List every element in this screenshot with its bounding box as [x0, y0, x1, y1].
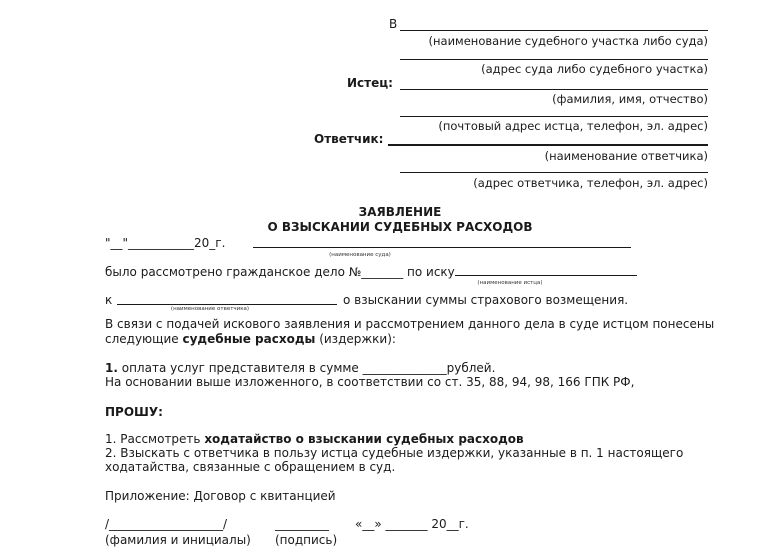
- plaintiff-name-line[interactable]: [400, 89, 708, 90]
- plaintiff-name-field-caption: (наименование истца): [477, 280, 543, 286]
- court-caption: (наименование судебного участка либо суда): [428, 34, 708, 48]
- plaintiff-name-caption: (фамилия, имя, отчество): [552, 92, 708, 106]
- defendant-name-field-caption: (наименование ответчика): [170, 306, 250, 312]
- paragraph-costs-line2: [105, 332, 396, 346]
- court-name-line[interactable]: [400, 30, 708, 31]
- attachment-text: Приложение: Договор с квитанцией: [105, 489, 336, 503]
- request-2-line1: 2. Взыскать с ответчика в пользу истца судебные издержки, указанные в п. 1 настоящего: [105, 446, 684, 460]
- defendant-name-line[interactable]: [388, 144, 708, 146]
- court-name-field-line[interactable]: [253, 247, 631, 248]
- basis-text: На основании выше изложенного, в соответствии со ст. 35, 88, 94, 98, 166 ГПК РФ,: [105, 375, 635, 389]
- defendant-address-line[interactable]: [400, 172, 708, 173]
- claim-text: о взыскании суммы страхового возмещения.: [343, 293, 629, 307]
- court-name-field-caption: (наименование суда): [329, 252, 391, 258]
- signature-date-field[interactable]: «__» _______ 20__г.: [355, 517, 469, 531]
- defendant-name-field-line[interactable]: [117, 304, 337, 305]
- plaintiff-label: Истец:: [347, 76, 393, 90]
- defendant-address-caption: (адрес ответчика, телефон, эл. адрес): [473, 176, 708, 190]
- request-1-bold: ходатайство о взыскании судебных расходов: [204, 432, 524, 446]
- document-subtitle: О ВЗЫСКАНИИ СУДЕБНЫХ РАСХОДОВ: [267, 220, 533, 234]
- court-address-caption: (адрес суда либо судебного участка): [481, 62, 708, 76]
- para-pre: следующие: [105, 332, 183, 346]
- plaintiff-name-field-line[interactable]: [455, 275, 637, 276]
- item-1-number: 1.: [105, 361, 118, 375]
- legal-costs-bold: судебные расходы: [182, 332, 316, 346]
- paragraph-costs-line1: В связи с подачей искового заявления и рассмотрением данного дела в суде истцом понесены: [105, 317, 715, 331]
- case-text: было рассмотрено гражданское дело №_______ по иску: [105, 265, 455, 279]
- to-label: В: [389, 17, 398, 31]
- item-1: [105, 361, 495, 375]
- item-1-text: оплата услуг представителя в сумме ______________рублей.: [117, 361, 496, 375]
- defendant-name-caption: (наименование ответчика): [544, 149, 708, 163]
- request-2-line2: ходатайства, связанные с обращением в суд.: [105, 460, 396, 474]
- defendant-label: Ответчик:: [314, 132, 384, 146]
- request-1: [105, 432, 524, 446]
- request-heading: ПРОШУ:: [105, 405, 163, 419]
- signature-name-field[interactable]: /___________________/: [105, 517, 228, 531]
- plaintiff-address-line[interactable]: [400, 116, 708, 117]
- court-address-line[interactable]: [400, 59, 708, 60]
- request-1-pre: 1. Рассмотреть: [105, 432, 205, 446]
- date-field[interactable]: "__"___________20_г.: [105, 236, 226, 250]
- to-defendant-k: к: [105, 293, 113, 307]
- document-title: ЗАЯВЛЕНИЕ: [358, 205, 442, 219]
- signature-sign-caption: (подпись): [275, 533, 338, 547]
- plaintiff-address-caption: (почтовый адрес истца, телефон, эл. адрес): [438, 119, 708, 133]
- signature-sign-field[interactable]: _________: [275, 517, 329, 531]
- para-post: (издержки):: [315, 332, 396, 346]
- signature-name-caption: (фамилия и инициалы): [105, 533, 251, 547]
